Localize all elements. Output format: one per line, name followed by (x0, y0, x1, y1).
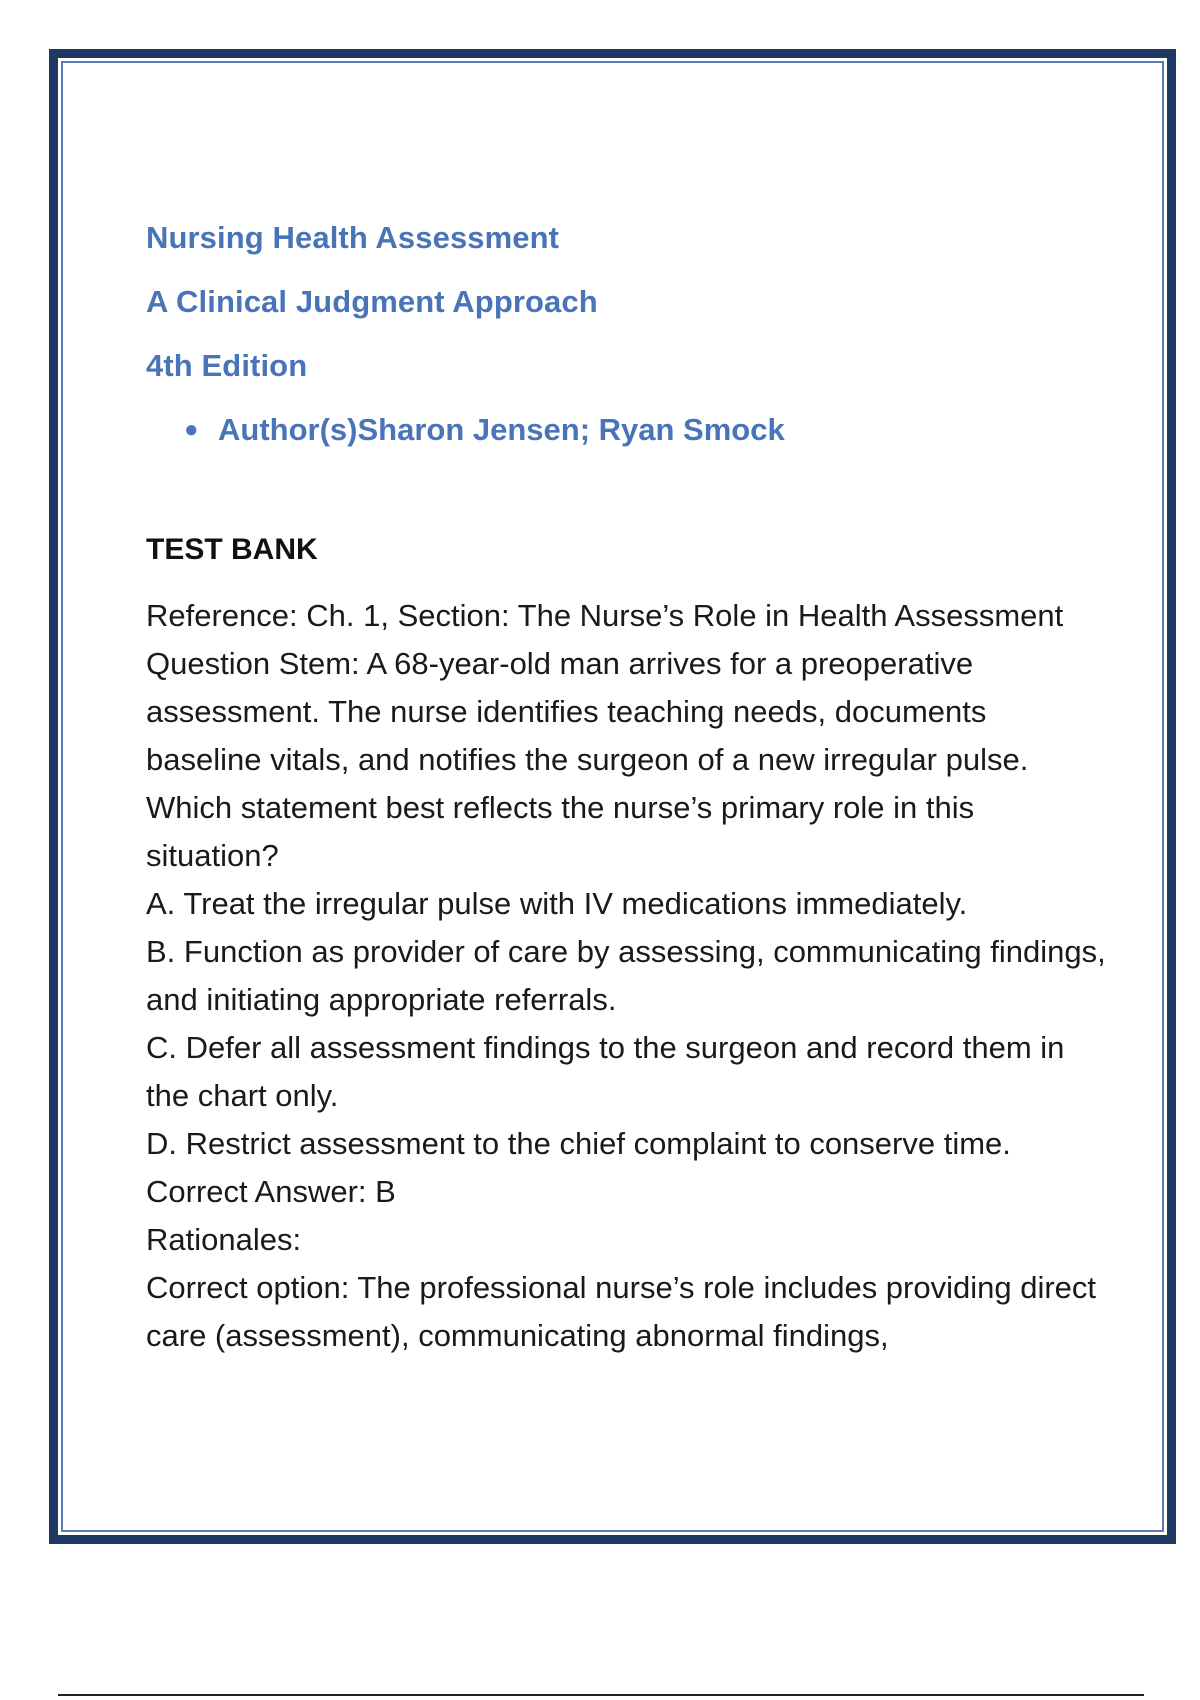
author-item (146, 410, 1106, 450)
option-c: C. Defer all assessment findings to the surgeon and record them in the chart only. (146, 1030, 1065, 1113)
rationale-text: Correct option: The professional nurse’s role includes providing direct care (assessment), communicating abnormal findings, (146, 1270, 1097, 1353)
author-text: Author(s)Sharon Jensen; Ryan Smock (218, 412, 785, 447)
option-a: A. Treat the irregular pulse with IV medications immediately. (146, 886, 968, 921)
correct-answer: Correct Answer: B (146, 1174, 396, 1209)
footer-divider (58, 1694, 1144, 1696)
bullet-icon: ● (184, 416, 199, 443)
reference-line: Reference: Ch. 1, Section: The Nurse’s Role in Health Assessment (146, 598, 1064, 633)
book-subtitle: A Clinical Judgment Approach (146, 284, 598, 319)
test-bank-heading: TEST BANK (146, 533, 318, 566)
question-body (146, 592, 1106, 1360)
question-stem: Question Stem: A 68-year-old man arrives for a preoperative assessment. The nurse identifies teaching needs, documents baseline vitals, and notifies the surgeon of a new irregular pulse. Which statement best reflects the nurse’s primary role in this situation? (146, 646, 1029, 873)
option-d: D. Restrict assessment to the chief complaint to conserve time. (146, 1126, 1011, 1161)
option-b: B. Function as provider of care by assessing, communicating findings, and initiating appropriate referrals. (146, 934, 1106, 1017)
author-list (146, 410, 1106, 450)
book-title: Nursing Health Assessment (146, 220, 560, 255)
document-content (146, 218, 1106, 1360)
book-edition: 4th Edition (146, 348, 308, 383)
rationales-label: Rationales: (146, 1222, 302, 1257)
